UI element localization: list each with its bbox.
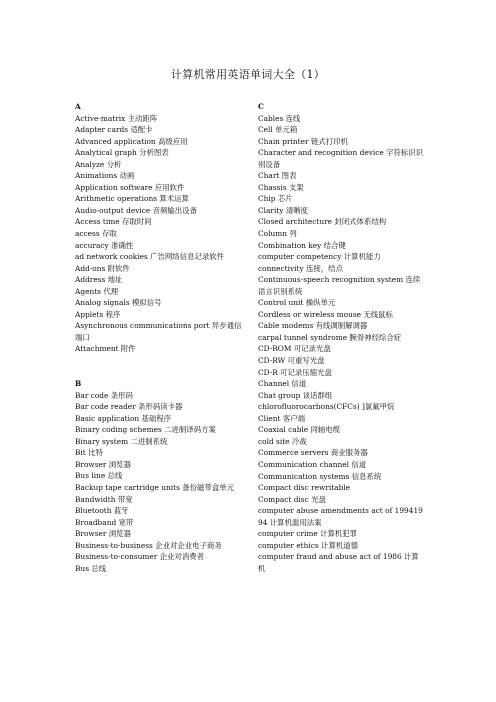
- glossary-entry: computer ethics 计算机道德: [258, 540, 359, 550]
- glossary-entry: Business-to-business 企业对企业电子商务: [75, 540, 222, 550]
- glossary-entry: Chassis 支架: [258, 182, 304, 192]
- glossary-entry: Add-ons 附软件: [75, 263, 130, 273]
- glossary-entry: Binary coding schemes 二进制译码方案: [75, 425, 216, 435]
- glossary-entry: Analyze 分析: [75, 159, 122, 169]
- glossary-entry: Asynchronous communications port 异步通信端口: [75, 321, 242, 342]
- glossary-entry: Combination key 结合键: [258, 240, 346, 250]
- glossary-entry: Bluetooth 蓝牙: [75, 506, 129, 516]
- glossary-entry: Control unit 操纵单元: [258, 298, 336, 308]
- glossary-entry: Channel 信道: [258, 379, 307, 389]
- glossary-entry: Arithmetic operations 算术运算: [75, 194, 189, 204]
- glossary-entry: Compact disc rewritable: [258, 483, 351, 493]
- glossary-entry: Commerce servers 商业服务器: [258, 448, 368, 458]
- glossary-entry: Browser 浏览器: [75, 459, 131, 469]
- glossary-entry: Bus line 总线: [75, 471, 123, 481]
- glossary-entry: Clarity 清晰度: [258, 205, 308, 215]
- glossary-entry: CD-R 可记录压缩光盘: [258, 367, 332, 377]
- glossary-entry: Basic application 基础程序: [75, 413, 172, 423]
- glossary-entry: cold site 冷战: [258, 436, 307, 446]
- glossary-entry: Applets 程序: [75, 309, 121, 319]
- glossary-entry: Animations 动画: [75, 171, 135, 181]
- page-title: 计算机常用英语单词大全（1）: [170, 68, 326, 81]
- glossary-entry: Audio-output device 音频输出设备: [75, 205, 197, 215]
- glossary-entry: carpal tunnel syndrome 腕骨神经综合症: [258, 332, 402, 342]
- glossary-entry: Compact disc 光盘: [258, 494, 326, 504]
- glossary-entry: computer fraud and abuse act of 1986 计算机: [258, 552, 419, 573]
- glossary-entry: Chart 图表: [258, 171, 297, 181]
- glossary-entry: Bandwidth 带宽: [75, 494, 133, 504]
- glossary-entry: Chat group 谈话群组: [258, 390, 333, 400]
- glossary-entry: Analytical graph 分析图表: [75, 148, 169, 158]
- section-letter: C: [258, 102, 264, 111]
- glossary-entry: Cables 连线: [258, 113, 301, 123]
- glossary-entry: Bar code reader 条形码读卡器: [75, 402, 183, 412]
- glossary-entry: Address 地址: [75, 275, 123, 285]
- section-gap: [75, 355, 243, 378]
- glossary-entry: Cordless or wireless mouse 无线鼠标: [258, 309, 393, 319]
- glossary-entry: Backup tape cartridge units 备份磁带盒单元: [75, 482, 234, 492]
- glossary-entry: Communication systems 信息系统: [258, 471, 382, 481]
- glossary-entry: Character and recognition device 字符标识识别设备: [258, 148, 424, 169]
- glossary-entry: computer abuse amendments act of 19941994 计算机滥用法案: [258, 506, 423, 527]
- glossary-entry: Access time 存取时间: [75, 217, 152, 227]
- glossary-entry: Continuous-speech recognition system 连续语言识别系统: [258, 275, 421, 296]
- glossary-entry: accuracy 准确性: [75, 240, 134, 250]
- glossary-entry: computer competency 计算机能力: [258, 252, 381, 262]
- glossary-entry: Closed architecture 封闭式体系结构: [258, 217, 387, 227]
- glossary-entry: Chain printer 链式打印机: [258, 136, 348, 146]
- glossary-entry: CD-RW 可重写光盘: [258, 356, 325, 366]
- glossary-entry: Advanced application 高级应用: [75, 136, 188, 146]
- glossary-entry: Attachment 附件: [75, 344, 136, 354]
- glossary-entry: Binary system 二进制系统: [75, 436, 168, 446]
- glossary-entry: Bit 比特: [75, 448, 103, 458]
- glossary-entry: Application software 应用软件: [75, 182, 185, 192]
- glossary-entry: Bus 总线: [75, 563, 107, 573]
- glossary-entry: Coaxial cable 同轴电缆: [258, 425, 341, 435]
- glossary-entry: connectivity 连接，结点: [258, 263, 343, 273]
- section-letter: A: [75, 102, 81, 111]
- glossary-column-right: [258, 101, 426, 574]
- glossary-entry: Adapter cards 适配卡: [75, 125, 153, 135]
- glossary-entry: Analog signals 模拟信号: [75, 298, 162, 308]
- glossary-entry: Bar code 条形码: [75, 390, 133, 400]
- glossary-entry: Cable modems 有线调制解调器: [258, 321, 368, 331]
- glossary-entry: Agents 代理: [75, 286, 119, 296]
- glossary-entry: chlorofluorocarbons(CFCs) ]氯氟甲烷: [258, 402, 395, 412]
- glossary-entry: Business-to-consumer 企业对消费者: [75, 552, 204, 562]
- section-letter: B: [75, 379, 82, 389]
- glossary-column-left: [75, 101, 243, 574]
- glossary-entry: Chip 芯片: [258, 194, 293, 204]
- glossary-entry: access 存取: [75, 229, 117, 239]
- glossary-entry: Browser 浏览器: [75, 529, 131, 539]
- glossary-entry: Column 列: [258, 229, 297, 239]
- glossary-entry: Active-matrix 主动距阵: [75, 113, 158, 123]
- glossary-entry: Cell 单元箱: [258, 125, 298, 135]
- glossary-entry: CD-ROM 可记录光盘: [258, 344, 331, 354]
- glossary-entry: Broadband 宽带: [75, 517, 134, 527]
- glossary-entry: Communication channel 信道: [258, 459, 367, 469]
- glossary-entry: Client 客户端: [258, 413, 306, 423]
- glossary-entry: ad network cookies 广告网络信息记录软件: [75, 252, 225, 262]
- glossary-entry: computer crime 计算机犯罪: [258, 529, 358, 539]
